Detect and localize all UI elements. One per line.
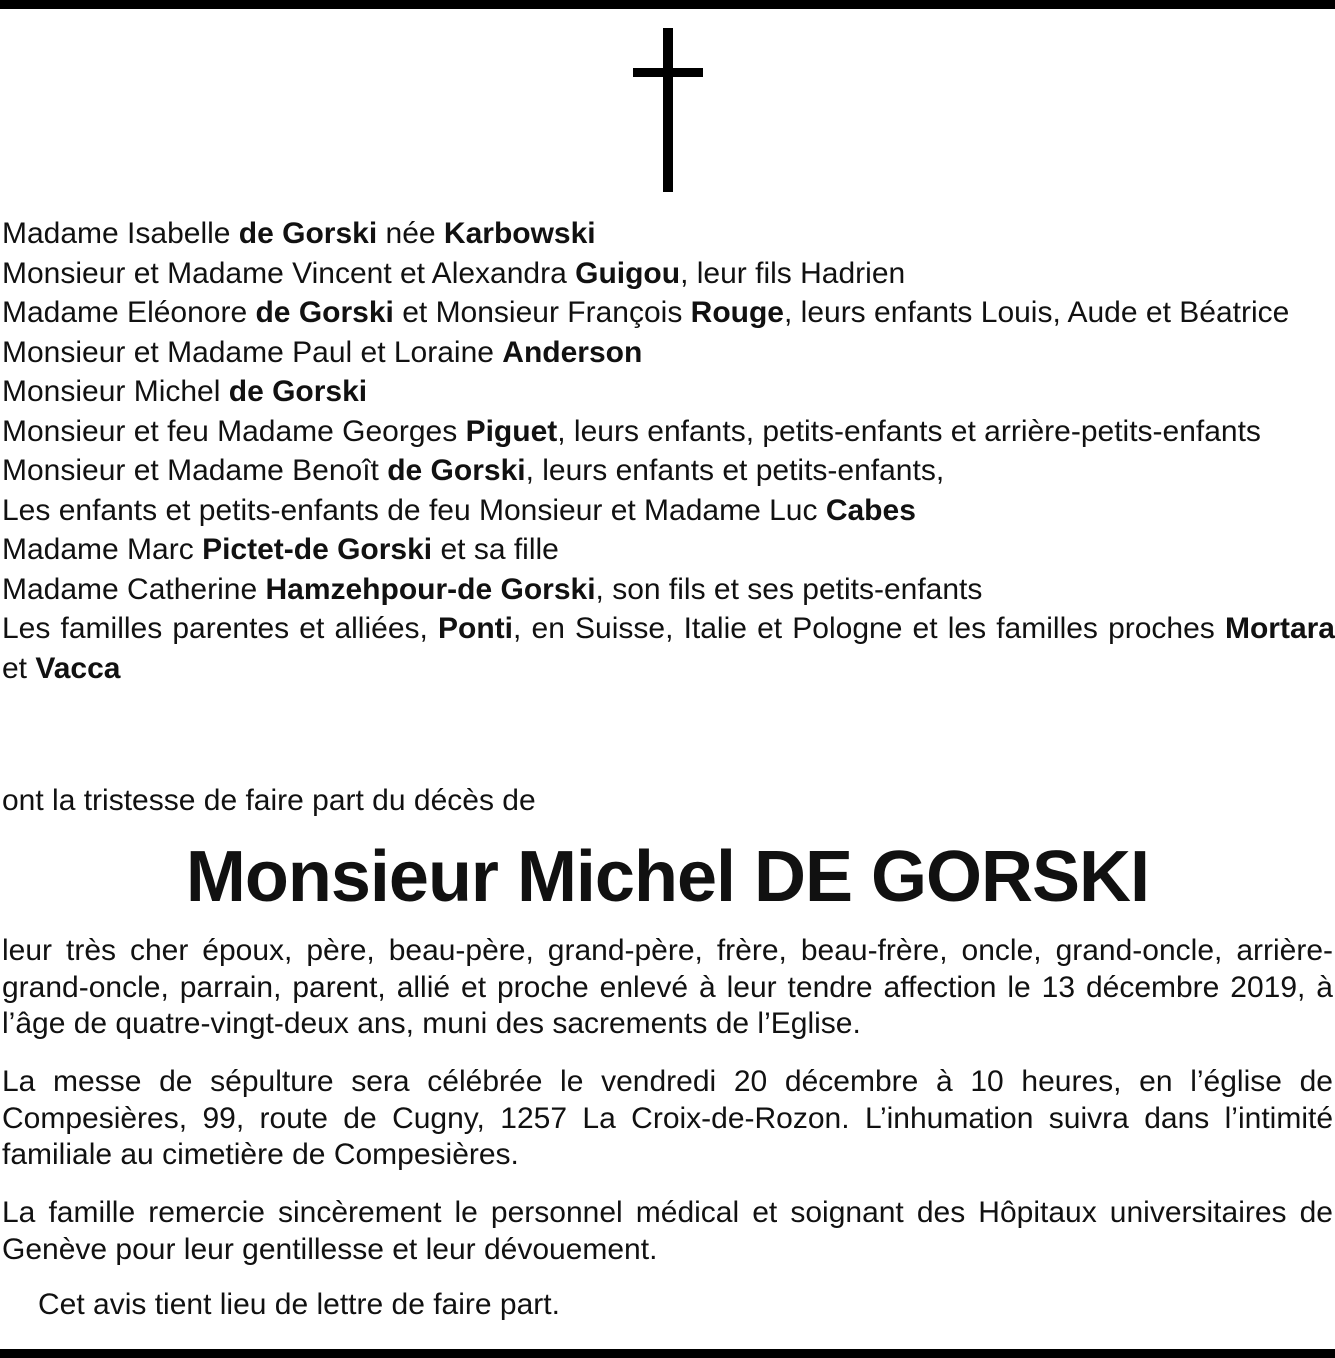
- announcement-text: ont la tristesse de faire part du décès de: [2, 784, 536, 817]
- mourner-line: Monsieur et Madame Vincent et Alexandra Guigou, leur fils Hadrien: [2, 256, 906, 290]
- thanks-paragraph: La famille remercie sincèrement le personnel médical et soignant des Hôpitaux universitaires de Genève pour leur gentillesse et leur dévouement.: [2, 1196, 1333, 1266]
- mourner-line: Madame Catherine Hamzehpour-de Gorski, son fils et ses petits-enfants: [2, 572, 983, 606]
- mourner-line: Les familles parentes et alliées, Ponti, en Suisse, Italie et Pologne et les familles proches Mortara et Vacca: [2, 612, 1335, 685]
- mourner-line: Madame Isabelle de Gorski née Karbowski: [2, 217, 596, 250]
- bottom-border-rule: [0, 1349, 1335, 1358]
- tribute-paragraph: leur très cher époux, père, beau-père, grand-père, frère, beau-frère, oncle, grand-oncle, arrière-grand-oncle, parrain, parent, allié et proche enlevé à leur tendre affection le 13 décembre 2019, à l’âge de quatre-vingt-deux ans, muni des sacrements de l’Eglise.: [2, 934, 1333, 1040]
- mourner-line: Madame Eléonore de Gorski et Monsieur François Rouge, leurs enfants Louis, Aude et Béatrice: [2, 296, 1290, 329]
- closing-note: Cet avis tient lieu de lettre de faire part.: [38, 1288, 560, 1321]
- cross-icon: [633, 28, 703, 192]
- mourner-line: Monsieur Michel de Gorski: [2, 375, 368, 408]
- mourner-line: Madame Marc Pictet-de Gorski et sa fille: [2, 533, 559, 566]
- top-border-rule: [0, 0, 1335, 9]
- mourners-list: [2, 214, 1335, 688]
- mourner-line: Les enfants et petits-enfants de feu Monsieur et Madame Luc Cabes: [2, 493, 916, 527]
- mourner-line: Monsieur et Madame Benoît de Gorski, leurs enfants et petits-enfants,: [2, 454, 945, 487]
- deceased-name-heading: Monsieur Michel DE GORSKI: [185, 837, 1150, 917]
- mourner-line: Monsieur et feu Madame Georges Piguet, leurs enfants, petits-enfants et arrière-petits-enfants: [2, 414, 1261, 448]
- funeral-details-paragraph: La messe de sépulture sera célébrée le vendredi 20 décembre à 10 heures, en l’église de Compesières, 99, route de Cugny, 1257 La Croix-de-Rozon. L’inhumation suivra dans l’intimité familiale au cimetière de Compesières.: [2, 1065, 1333, 1171]
- mourner-line: Monsieur et Madame Paul et Loraine Anderson: [2, 335, 643, 369]
